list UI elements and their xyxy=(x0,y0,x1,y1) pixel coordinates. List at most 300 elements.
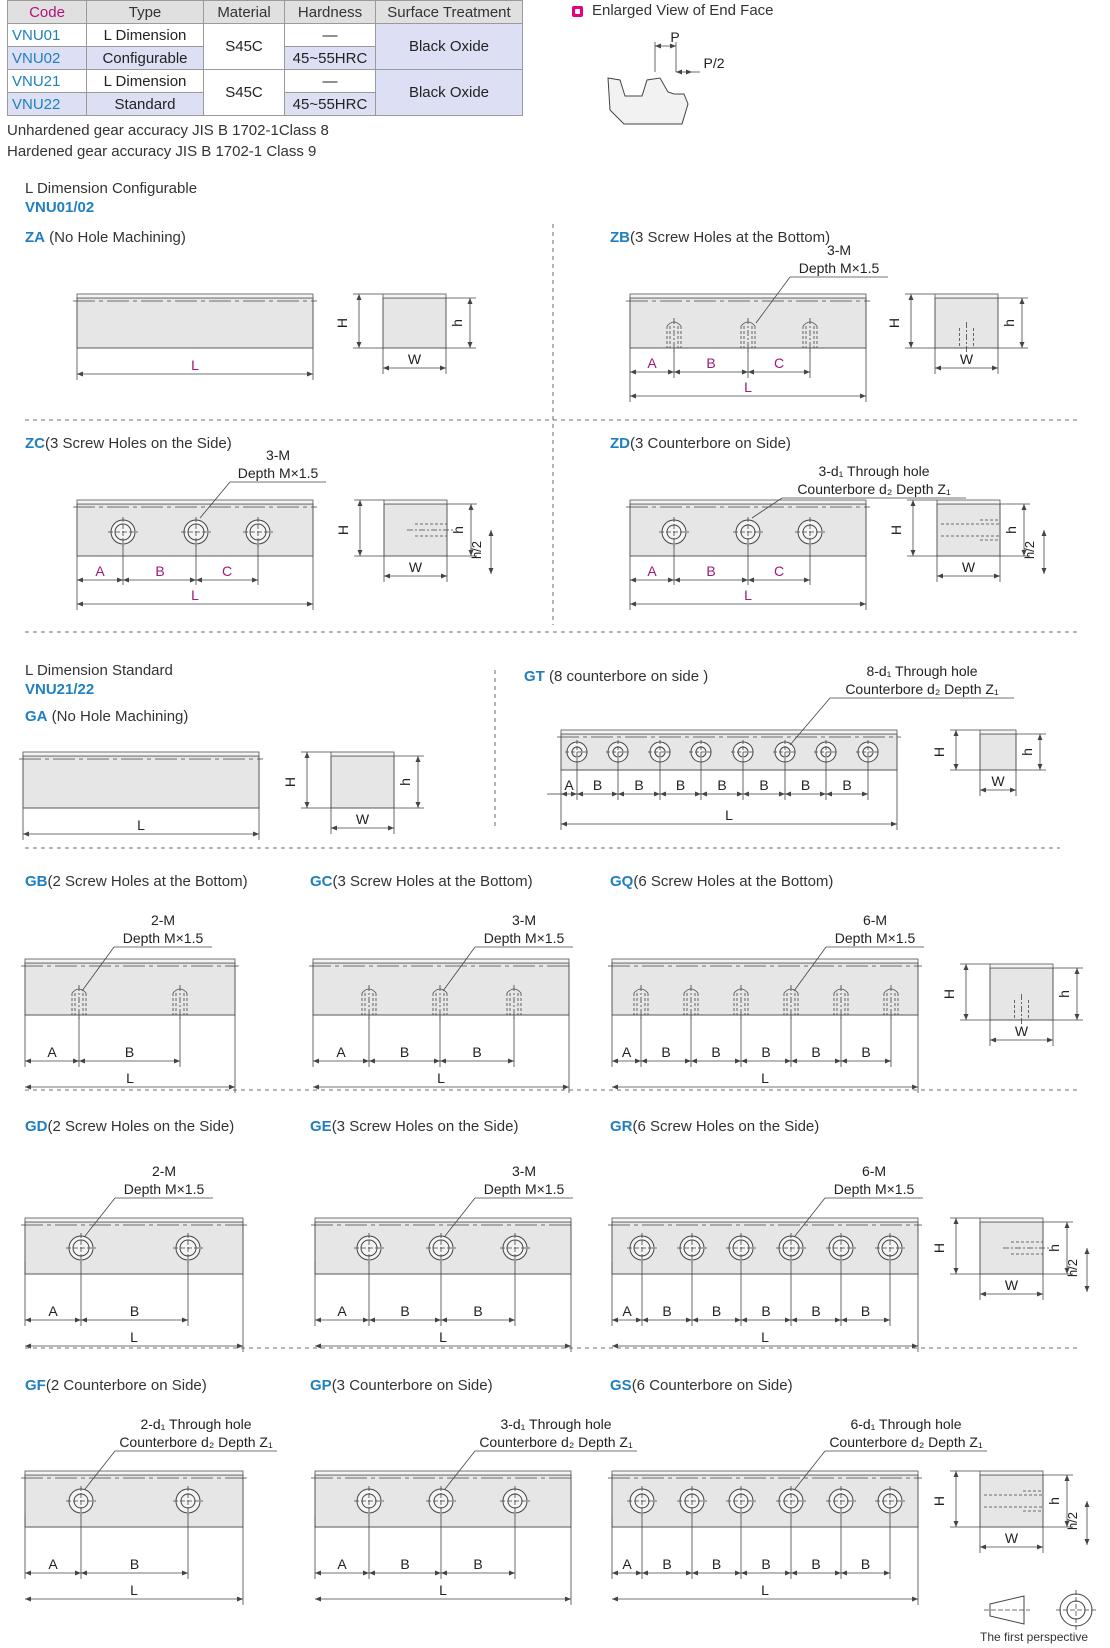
arrow-head xyxy=(489,530,494,536)
callout-text: 3-M xyxy=(265,447,291,463)
note-unhardened: Unhardened gear accuracy JIS B 1702-1Class 8 xyxy=(7,122,329,139)
dim-w-label: W xyxy=(1004,1277,1019,1293)
arrow-head xyxy=(508,1059,514,1064)
variant-code: GR xyxy=(610,1118,633,1135)
arrow-head xyxy=(315,1318,321,1323)
col-header-code: Code xyxy=(8,1,87,24)
arrow-head xyxy=(25,1085,31,1090)
dim-half-h-label: h/2 xyxy=(469,540,484,560)
dim-c-label: C xyxy=(773,563,785,579)
dim-l-label: L xyxy=(130,1329,138,1345)
tooth-strip xyxy=(23,752,259,756)
variant-code: GS xyxy=(610,1377,632,1394)
dim-half-h-label: h/2 xyxy=(1065,1511,1080,1531)
end-view-teeth xyxy=(980,1471,1043,1475)
arrow-head xyxy=(1042,530,1047,536)
arrow-head xyxy=(691,1059,697,1064)
callout-text: Depth M×1.5 xyxy=(122,930,204,946)
arrow-head xyxy=(440,366,446,371)
arrow-head xyxy=(676,70,682,75)
dim-half-h-label: h/2 xyxy=(1065,1258,1080,1278)
variant-code: ZB xyxy=(610,229,630,246)
tooth-strip xyxy=(25,1218,243,1222)
arrow-head xyxy=(660,792,666,797)
arrow-head xyxy=(81,1571,87,1576)
arrow-head xyxy=(315,1571,321,1576)
arrow-head xyxy=(686,1318,692,1323)
arrow-head xyxy=(909,342,914,348)
arrow-head xyxy=(440,1059,446,1064)
dim-b-label: B xyxy=(861,1044,871,1060)
code-cell: VNU01 xyxy=(8,24,87,47)
dim-h-label: H xyxy=(334,317,350,329)
arrow-head xyxy=(826,792,832,797)
arrow-head xyxy=(841,1571,847,1576)
arrow-head xyxy=(741,1571,747,1576)
arrow-head xyxy=(1075,968,1080,974)
dim-small-h-label: h xyxy=(1056,990,1072,998)
callout-text: 2-d₁ Through hole xyxy=(140,1416,252,1432)
dim-b-label: B xyxy=(711,1303,722,1319)
variant-code: GF xyxy=(25,1377,46,1394)
dim-b-label: B xyxy=(761,1044,771,1060)
arrow-head xyxy=(73,1059,79,1064)
arrow-head xyxy=(668,370,674,375)
end-view-body xyxy=(383,298,446,348)
callout-text: Depth M×1.5 xyxy=(798,260,880,276)
arrow-head xyxy=(954,764,959,770)
dim-l-label: L xyxy=(126,1070,134,1086)
dim-b-label: B xyxy=(472,1044,482,1060)
col-header-hardness: Hardness xyxy=(285,1,376,24)
tooth-strip xyxy=(612,959,918,963)
arrow-head xyxy=(315,1597,321,1602)
arrow-head xyxy=(563,1085,569,1090)
arrow-head xyxy=(642,1318,648,1323)
variant-desc: (3 Screw Holes at the Bottom) xyxy=(332,873,533,890)
end-view-body xyxy=(980,734,1016,770)
tooth-strip xyxy=(77,294,313,298)
arrow-head xyxy=(791,1571,797,1576)
rack-body xyxy=(612,1475,918,1527)
arrow-head xyxy=(820,792,826,797)
dim-a-label: A xyxy=(337,1556,347,1572)
arrow-head xyxy=(884,1571,890,1576)
variant-code: GT xyxy=(524,668,545,685)
callout-text: 3-d₁ Through hole xyxy=(818,463,930,479)
dim-w-label: W xyxy=(408,559,423,575)
callout-text: 6-M xyxy=(861,1163,887,1179)
arrow-head xyxy=(701,792,707,797)
dim-b-label: B xyxy=(860,1556,871,1572)
rack-body xyxy=(25,1475,243,1527)
arrow-head xyxy=(25,1318,31,1323)
arrow-head xyxy=(434,1059,440,1064)
arrow-head xyxy=(636,1318,642,1323)
dim-l-label: L xyxy=(137,817,145,833)
arrow-head xyxy=(1037,1545,1043,1550)
arrow-head xyxy=(612,1318,618,1323)
dim-h-label: H xyxy=(931,1242,947,1254)
dim-l-label: L xyxy=(761,1582,769,1598)
end-view-teeth xyxy=(383,294,446,298)
dim-a-label: A xyxy=(336,1044,346,1060)
dim-w-label: W xyxy=(407,351,422,367)
dim-b-label: B xyxy=(661,1044,671,1060)
dim-b-label: B xyxy=(399,1044,410,1060)
arrow-head xyxy=(980,1292,986,1297)
dim-c-label: C xyxy=(773,355,785,371)
variant-desc: (6 Counterbore on Side) xyxy=(631,1377,793,1394)
dim-b-label: B xyxy=(473,1556,483,1572)
arrow-head xyxy=(992,366,998,371)
arrow-head xyxy=(77,578,83,583)
arrow-head xyxy=(305,752,310,758)
type-cell: L Dimension xyxy=(87,70,204,93)
dim-w-label: W xyxy=(1014,1023,1029,1039)
arrow-head xyxy=(357,294,362,300)
dim-w-label: W xyxy=(1004,1530,1019,1546)
dim-b-label: B xyxy=(129,1303,140,1319)
arrow-head xyxy=(935,366,941,371)
callout-text: Depth M×1.5 xyxy=(237,465,319,481)
arrow-head xyxy=(1022,504,1027,510)
callout-text: Depth M×1.5 xyxy=(833,1181,915,1197)
dim-b-label: B xyxy=(473,1303,483,1319)
section1-code: VNU01/02 xyxy=(25,199,95,216)
hardness-cell: 45~55HRC xyxy=(285,93,376,116)
arrow-head xyxy=(695,792,701,797)
dim-b-label: B xyxy=(662,1303,672,1319)
arrow-head xyxy=(743,792,749,797)
variant-desc: (8 counterbore on side ) xyxy=(549,668,709,685)
variant-desc: (2 Counterbore on Side) xyxy=(45,1377,207,1394)
end-view-teeth xyxy=(937,500,1000,504)
end-view-teeth xyxy=(331,752,394,756)
dim-a-label: A xyxy=(621,1044,632,1060)
dim-small-h-label: h xyxy=(449,319,465,327)
dim-a-label: A xyxy=(337,1303,347,1319)
arrow-head xyxy=(860,394,866,399)
arrow-head xyxy=(630,578,636,583)
variant-code: GP xyxy=(310,1377,332,1394)
arrow-head xyxy=(468,298,473,304)
variant-desc: (3 Counterbore on Side) xyxy=(331,1377,493,1394)
dim-h-label: H xyxy=(931,1495,947,1507)
arrow-head xyxy=(23,832,29,837)
arrow-head xyxy=(25,1597,31,1602)
arrow-head xyxy=(307,372,313,377)
code-cell: VNU22 xyxy=(8,93,87,116)
rack-body xyxy=(25,1222,243,1274)
callout-text: Counterbore d₂ Depth Z₁ xyxy=(119,1434,273,1450)
enlarged-view-title: Enlarged View of End Face xyxy=(592,2,774,19)
dim-b-label: B xyxy=(706,563,716,579)
arrow-head xyxy=(655,44,661,49)
material-cell: S45C xyxy=(204,24,285,70)
variant-code: GB xyxy=(25,873,48,890)
dim-w-label: W xyxy=(355,811,370,827)
arrow-head xyxy=(416,756,421,762)
tooth-strip xyxy=(25,1471,243,1475)
variant-code: GE xyxy=(310,1118,332,1135)
variant-code: GQ xyxy=(610,873,634,890)
rack-body xyxy=(23,756,259,808)
dim-b-label: B xyxy=(400,1303,410,1319)
arrow-head xyxy=(909,294,914,300)
arrow-head xyxy=(612,1597,618,1602)
treatment-cell: Black Oxide xyxy=(376,24,523,70)
end-view-body xyxy=(980,1475,1043,1527)
arrow-head xyxy=(1020,342,1025,348)
arrow-head xyxy=(77,372,83,377)
dim-small-h-label: h xyxy=(1046,1244,1062,1252)
arrow-head xyxy=(862,792,868,797)
dim-half-h-label: h/2 xyxy=(1022,540,1037,560)
end-view-teeth xyxy=(935,294,998,298)
arrow-head xyxy=(384,574,390,579)
arrow-head xyxy=(804,370,810,375)
dim-small-h-label: h xyxy=(1046,1497,1062,1505)
arrow-head xyxy=(785,1571,791,1576)
arrow-head xyxy=(742,370,748,375)
arrow-head xyxy=(196,578,202,583)
col-header-treatment: Surface Treatment xyxy=(376,1,523,24)
dim-small-h-label: h xyxy=(1003,526,1019,534)
variant-code: GA xyxy=(25,708,48,725)
arrow-head xyxy=(369,1571,375,1576)
arrow-head xyxy=(630,394,636,399)
material-cell: S45C xyxy=(204,70,285,116)
arrow-head xyxy=(612,1571,618,1576)
dim-b-label: B xyxy=(124,1044,135,1060)
dim-h-label: H xyxy=(941,988,957,1000)
arrow-head xyxy=(912,1597,918,1602)
arrow-head xyxy=(735,1571,741,1576)
treatment-cell: Black Oxide xyxy=(376,70,523,116)
arrow-head xyxy=(1085,1248,1090,1254)
variant-desc: (3 Counterbore on Side) xyxy=(630,435,791,452)
arrow-head xyxy=(174,1059,180,1064)
end-view-body xyxy=(331,756,394,808)
tooth-strip xyxy=(630,294,866,298)
arrow-head xyxy=(791,1059,797,1064)
arrow-head xyxy=(654,792,660,797)
arrow-head xyxy=(841,1059,847,1064)
dim-b-label: B xyxy=(711,1556,722,1572)
arrow-head xyxy=(1047,1038,1053,1043)
arrow-head xyxy=(741,1059,747,1064)
arrow-head xyxy=(630,602,636,607)
tooth-strip xyxy=(315,1471,571,1475)
dim-a-label: A xyxy=(647,355,657,371)
dim-b-label: B xyxy=(711,1044,721,1060)
arrow-head xyxy=(737,792,743,797)
arrow-head xyxy=(313,1085,319,1090)
arrow-head xyxy=(1010,788,1016,793)
arrow-head xyxy=(81,1318,87,1323)
arrow-head xyxy=(954,730,959,736)
arrow-head xyxy=(25,1059,31,1064)
dim-l-label: L xyxy=(191,357,199,373)
arrow-head xyxy=(791,1318,797,1323)
type-cell: L Dimension xyxy=(87,24,204,47)
arrow-head xyxy=(358,500,363,506)
note-hardened: Hardened gear accuracy JIS B 1702-1 Class 9 xyxy=(7,143,317,160)
section2-title: L Dimension Standard xyxy=(25,662,173,679)
dim-l-label: L xyxy=(439,1329,447,1345)
section1-title: L Dimension Configurable xyxy=(25,180,198,197)
arrow-head xyxy=(369,1318,375,1323)
dim-h-label: H xyxy=(335,524,351,536)
arrow-head xyxy=(612,1059,618,1064)
dim-a-label: A xyxy=(622,1303,632,1319)
arrow-head xyxy=(75,1571,81,1576)
dim-l-label: L xyxy=(761,1329,769,1345)
arrow-head xyxy=(435,1571,441,1576)
dim-b-label: B xyxy=(800,777,811,793)
arrow-head xyxy=(358,550,363,556)
dim-a-label: A xyxy=(48,1556,58,1572)
arrow-head xyxy=(885,1059,891,1064)
tooth-strip xyxy=(630,500,866,504)
dim-a-label: A xyxy=(47,1044,57,1060)
callout-text: 2-M xyxy=(150,912,176,928)
callout-text: Counterbore d₂ Depth Z₁ xyxy=(797,481,951,497)
arrow-head xyxy=(77,602,83,607)
dim-l-label: L xyxy=(761,1070,769,1086)
arrow-head xyxy=(686,70,692,75)
variant-code: ZC xyxy=(25,435,45,452)
enlarged-p-label: P xyxy=(670,29,680,45)
arrow-head xyxy=(779,792,785,797)
dim-a-label: A xyxy=(622,1556,632,1572)
callout-text: 8-d₁ Through hole xyxy=(866,663,978,679)
dim-small-h-label: h xyxy=(450,526,466,534)
arrow-head xyxy=(674,370,680,375)
first-perspective-caption: The first perspective xyxy=(980,1630,1089,1644)
callout-text: Depth M×1.5 xyxy=(123,1181,205,1197)
callout-text: Depth M×1.5 xyxy=(483,930,565,946)
arrow-head xyxy=(509,1318,515,1323)
dim-b-label: B xyxy=(717,777,727,793)
arrow-head xyxy=(954,1471,959,1477)
arrow-head xyxy=(1085,1539,1090,1545)
arrow-head xyxy=(509,1571,515,1576)
rack-body xyxy=(612,1222,918,1274)
arrow-head xyxy=(363,1571,369,1576)
arrow-head xyxy=(1085,1501,1090,1507)
dim-h-label: H xyxy=(282,776,298,788)
arrow-head xyxy=(785,1059,791,1064)
dim-small-h-label: h xyxy=(1001,319,1017,327)
dim-b-label: B xyxy=(400,1556,410,1572)
arrow-head xyxy=(383,366,389,371)
callout-text: 3-M xyxy=(511,1163,537,1179)
arrow-head xyxy=(964,1014,969,1020)
callout-text: 3-M xyxy=(511,912,537,928)
hardness-cell: 45~55HRC xyxy=(285,47,376,70)
arrow-head xyxy=(441,1318,447,1323)
arrow-head xyxy=(641,1059,647,1064)
arrow-head xyxy=(785,792,791,797)
arrow-head xyxy=(441,1571,447,1576)
end-view-teeth xyxy=(990,964,1053,968)
arrow-head xyxy=(748,370,754,375)
callout-text: Depth M×1.5 xyxy=(483,1181,565,1197)
arrow-head xyxy=(954,1218,959,1224)
arrow-head xyxy=(25,1571,31,1576)
callout-text: Counterbore d₂ Depth Z₁ xyxy=(829,1434,983,1450)
dim-b-label: B xyxy=(129,1556,140,1572)
rack-body xyxy=(612,963,918,1015)
code-cell: VNU02 xyxy=(8,47,87,70)
variant-code: GC xyxy=(310,873,333,890)
arrow-head xyxy=(785,1318,791,1323)
tooth-strip xyxy=(313,959,569,963)
arrow-head xyxy=(980,1545,986,1550)
dim-h-label: H xyxy=(931,746,947,758)
arrow-head xyxy=(577,792,583,797)
arrow-head xyxy=(911,550,916,556)
dim-l-label: L xyxy=(437,1070,445,1086)
arrow-head xyxy=(237,1597,243,1602)
arrow-head xyxy=(468,342,473,348)
arrow-head xyxy=(190,578,196,583)
dim-b-label: B xyxy=(675,777,686,793)
dim-l-label: L xyxy=(744,379,752,395)
dim-b-label: B xyxy=(761,1556,771,1572)
dim-b-label: B xyxy=(155,563,165,579)
dim-a-label: A xyxy=(95,563,105,579)
variant-code: ZA xyxy=(25,229,45,246)
dim-b-label: B xyxy=(759,777,769,793)
end-face-profile xyxy=(608,78,688,124)
arrow-head xyxy=(123,578,129,583)
arrow-head xyxy=(388,826,394,831)
dim-l-label: L xyxy=(191,587,199,603)
arrow-head xyxy=(692,1318,698,1323)
dim-b-label: B xyxy=(592,777,603,793)
arrow-head xyxy=(990,1038,996,1043)
arrow-head xyxy=(1065,1222,1070,1228)
arrow-head xyxy=(980,788,986,793)
arrow-head xyxy=(618,792,624,797)
dim-l-label: L xyxy=(744,587,752,603)
arrow-head xyxy=(891,822,897,827)
arrow-head xyxy=(911,500,916,506)
arrow-head xyxy=(612,1085,618,1090)
arrow-head xyxy=(884,1318,890,1323)
arrow-head xyxy=(1075,1014,1080,1020)
tooth-strip xyxy=(612,1218,918,1222)
dim-b-label: B xyxy=(706,355,716,371)
variant-code: ZD xyxy=(610,435,630,452)
variant-desc: (3 Screw Holes on the Side) xyxy=(45,435,232,452)
end-view-teeth xyxy=(384,500,447,504)
variant-desc: (2 Screw Holes at the Bottom) xyxy=(47,873,248,890)
arrow-head xyxy=(1038,764,1043,770)
end-view-teeth xyxy=(980,1218,1043,1222)
dim-b-label: B xyxy=(811,1044,821,1060)
arrow-head xyxy=(630,370,636,375)
arrow-head xyxy=(685,1059,691,1064)
arrow-head xyxy=(912,1085,918,1090)
type-cell: Configurable xyxy=(87,47,204,70)
dim-w-label: W xyxy=(991,773,1005,789)
dim-w-label: W xyxy=(959,351,974,367)
arrow-head xyxy=(835,1318,841,1323)
